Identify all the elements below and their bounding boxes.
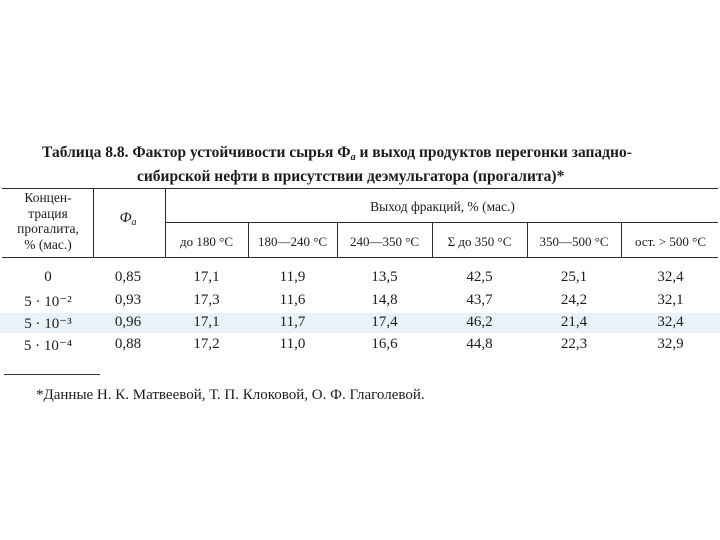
footnote: *Данные Н. К. Матвеевой, Т. П. Клоковой, О. Ф. Глаголевой. — [36, 387, 425, 403]
header-bottom-rule — [2, 257, 718, 258]
cell-fraction-180-240: 11,6 — [279, 292, 306, 308]
header-fraction: Σ до 350 °С — [447, 234, 512, 249]
cell-fraction-up-to-180: 17,1 — [193, 314, 220, 330]
cell-fraction-350-500: 25,1 — [560, 269, 588, 285]
header-concentration-line: Концен- — [24, 190, 72, 205]
cell-fraction-up-to-180: 17,3 — [193, 292, 220, 308]
caption-phi-subscript: a — [350, 152, 356, 163]
cell-fraction-180-240: 11,9 — [279, 269, 306, 285]
header-concentration-line: % (мас.) — [24, 236, 72, 252]
cell-fraction-240-350: 16,6 — [371, 336, 398, 352]
cell-phi: 0,85 — [114, 269, 142, 285]
cell-fraction-240-350: 17,4 — [371, 314, 398, 330]
cell-fraction-180-240: 11,0 — [279, 336, 306, 352]
header-fraction: ост. > 500 °С — [635, 234, 706, 249]
header-phi — [95, 210, 161, 228]
table-top-rule — [2, 188, 718, 189]
caption-text-end: и выход продуктов перегонки западно- — [355, 144, 632, 161]
cell-fraction-350-500: 22,3 — [560, 336, 588, 352]
cell-fraction-sum-350: 42,5 — [466, 269, 493, 285]
caption-text-start: Таблица 8.8. Фактор устойчивости сырья Ф — [42, 144, 351, 161]
table-caption — [42, 143, 692, 186]
cell-concentration: 5 · 10⁻³ — [24, 316, 72, 332]
cell-fraction-residue: 32,4 — [657, 269, 684, 285]
cell-concentration: 0 — [44, 269, 52, 285]
cell-fraction-240-350: 13,5 — [371, 269, 398, 285]
header-concentration — [4, 190, 92, 252]
cell-fraction-sum-350: 44,8 — [466, 336, 493, 352]
cell-fraction-residue: 32,9 — [657, 336, 684, 352]
header-fraction: 240—350 °С — [349, 234, 420, 249]
header-concentration-line: трация — [28, 205, 68, 221]
cell-fraction-240-350: 14,8 — [371, 292, 398, 308]
header-phi-symbol: Ф — [119, 210, 132, 226]
cell-fraction-residue: 32,1 — [657, 292, 684, 308]
cell-fraction-350-500: 24,2 — [560, 292, 588, 308]
caption-line-1 — [42, 143, 692, 167]
header-concentration-line: прогалита, — [17, 221, 79, 236]
cell-fraction-350-500: 21,4 — [560, 314, 588, 330]
header-yield-group: Выход фракций, % (мас.) — [370, 199, 515, 214]
header-fraction: 350—500 °С — [539, 234, 609, 249]
cell-phi: 0,93 — [114, 292, 142, 308]
header-fraction: 180—240 °С — [257, 234, 328, 249]
cell-phi: 0,88 — [114, 336, 142, 352]
header-phi-subscript: а — [131, 217, 137, 228]
cell-fraction-sum-350: 46,2 — [466, 314, 493, 330]
cell-phi: 0,96 — [114, 314, 142, 330]
cell-fraction-up-to-180: 17,2 — [193, 336, 220, 352]
header-divider — [93, 188, 94, 257]
cell-fraction-residue: 32,4 — [657, 314, 684, 330]
cell-fraction-180-240: 11,7 — [279, 314, 306, 330]
cell-concentration: 5 · 10⁻² — [24, 294, 72, 310]
cell-concentration: 5 · 10⁻⁴ — [23, 338, 73, 354]
header-fraction: до 180 °С — [180, 234, 233, 249]
caption-line-2: сибирской нефти в присутствии деэмульгатора (прогалита)* — [137, 168, 565, 185]
cell-fraction-sum-350: 43,7 — [466, 292, 493, 308]
footnote-rule — [4, 374, 100, 375]
cell-fraction-up-to-180: 17,1 — [193, 269, 220, 285]
